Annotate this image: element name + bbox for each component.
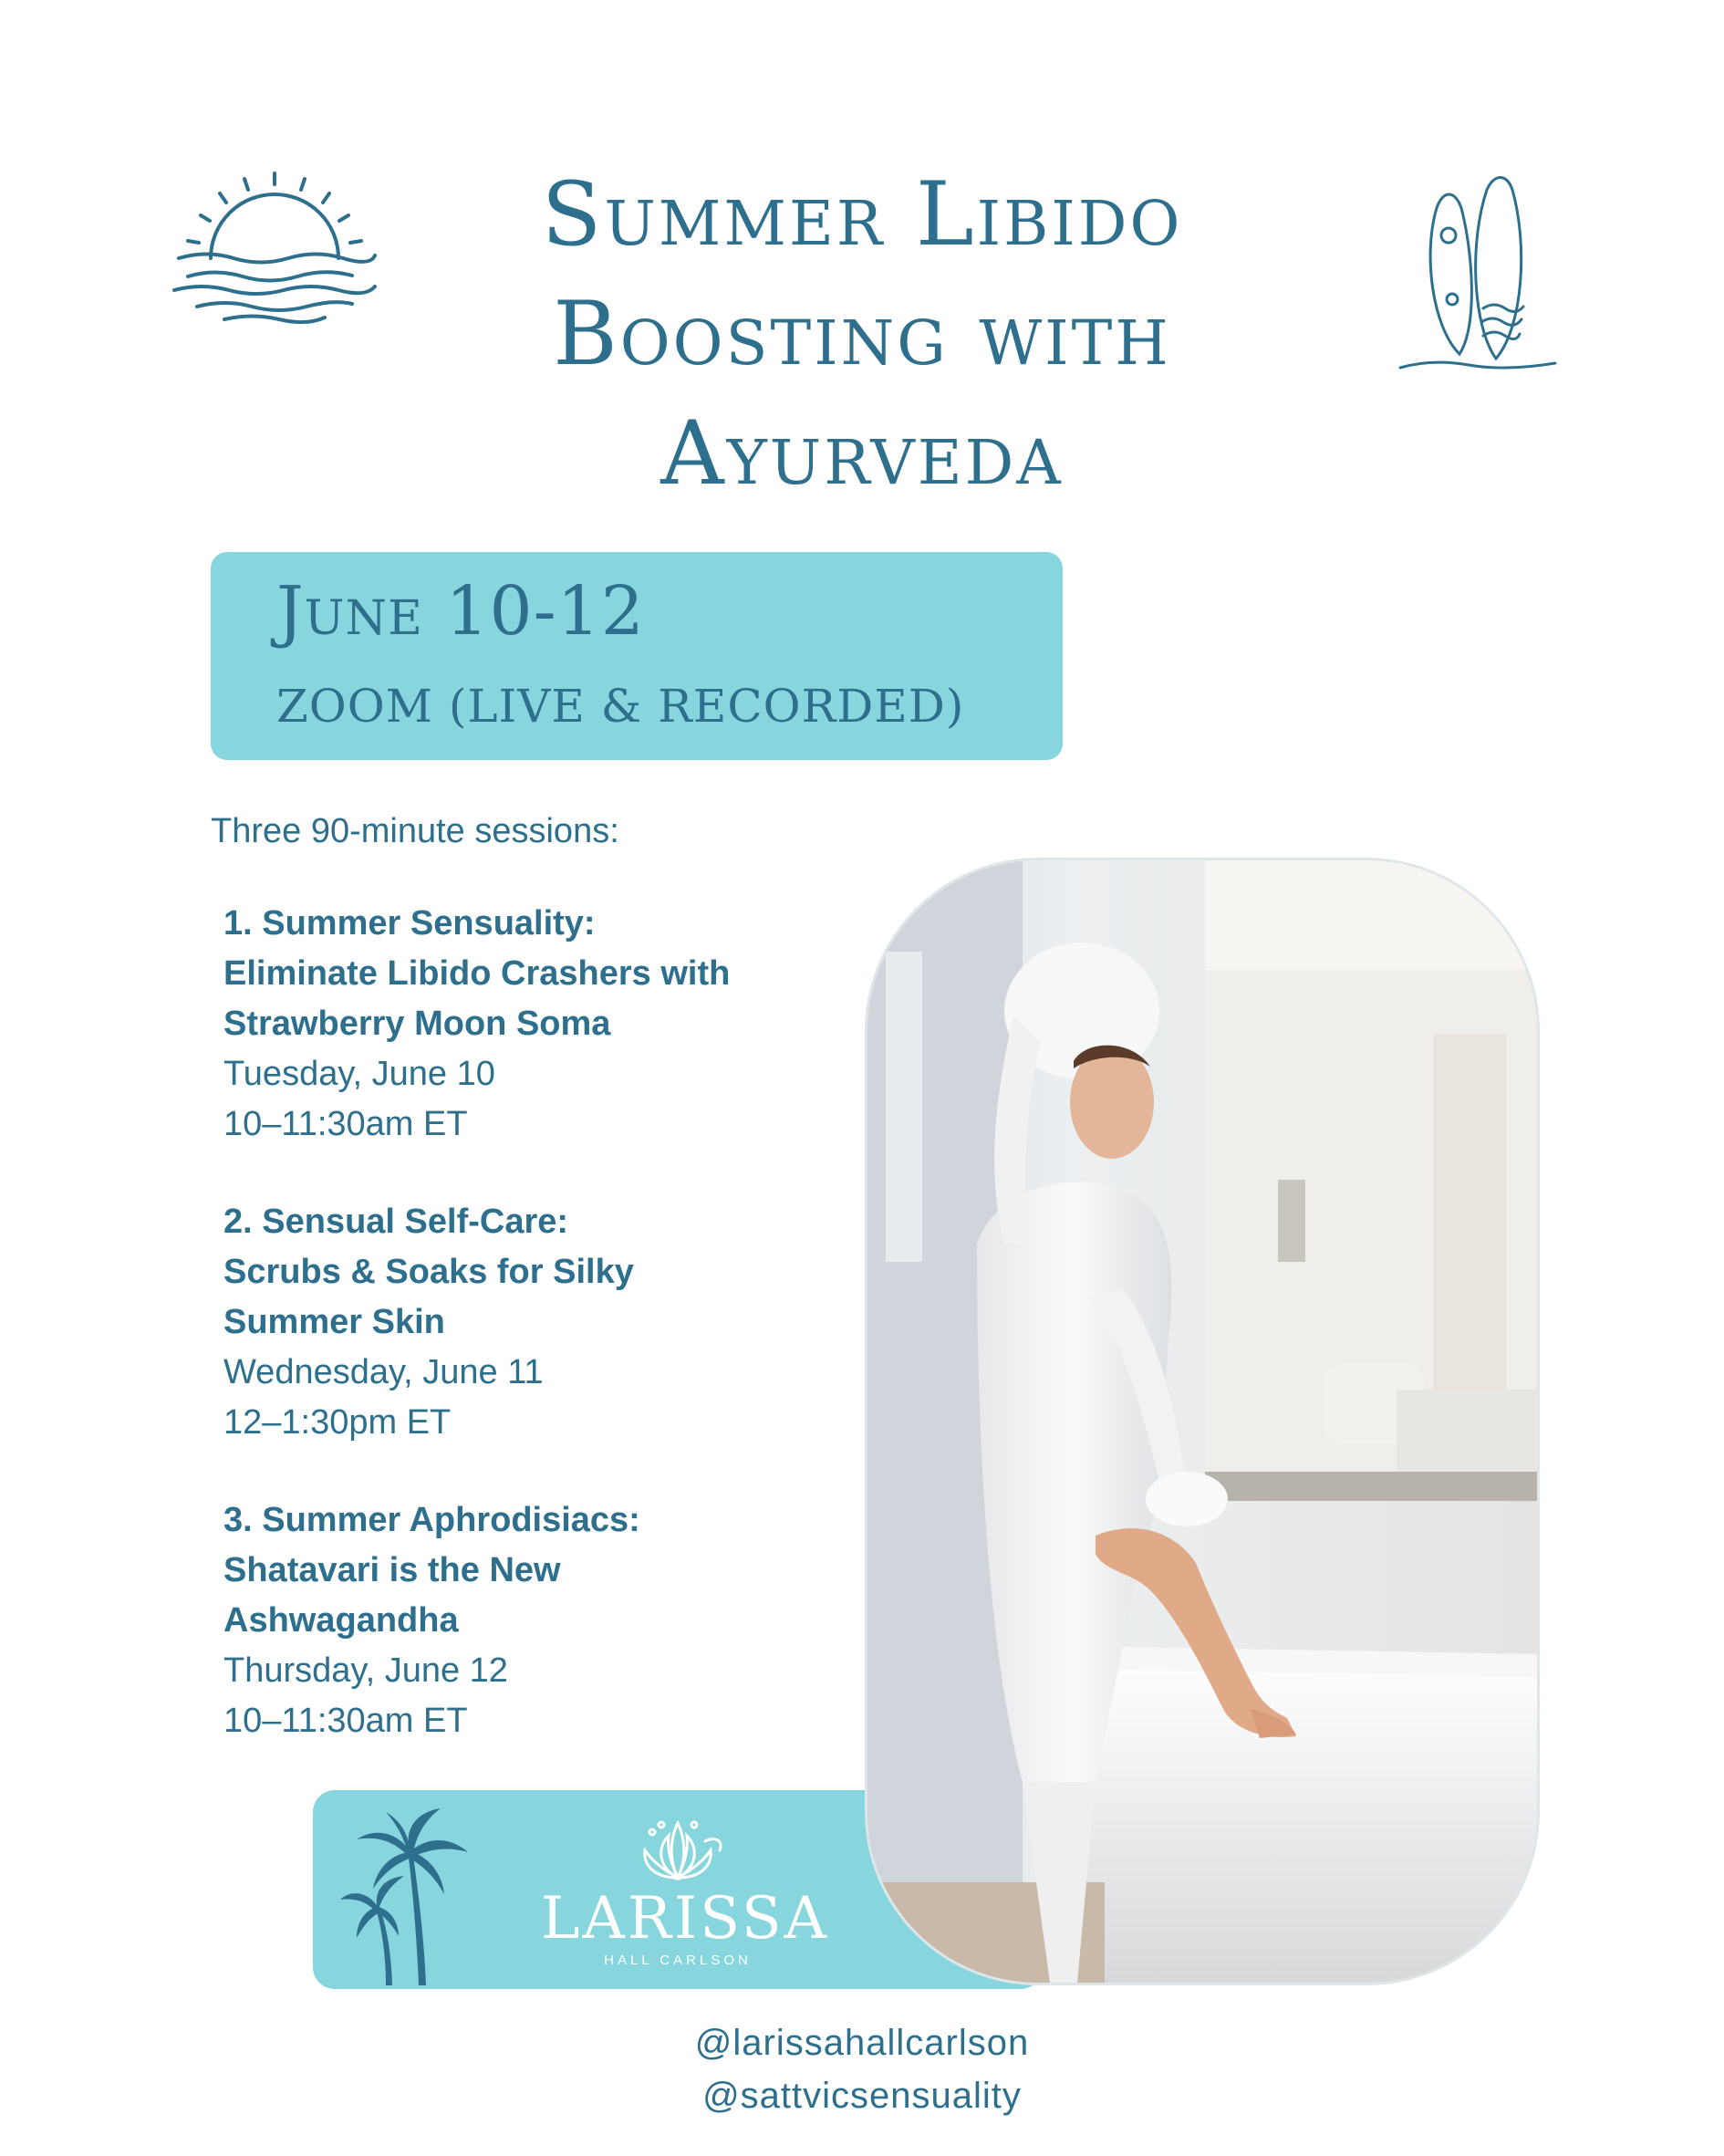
page-title [456, 155, 1268, 514]
session-item [223, 1495, 880, 1746]
session-time: 12–1:30pm ET [223, 1403, 452, 1442]
event-location: ZOOM (LIVE & RECORDED) [276, 680, 965, 733]
brand-logo [541, 1814, 829, 1978]
bathroom-scene-illustration [867, 860, 1540, 1985]
title-line: Summer Libido [541, 163, 1183, 266]
session-title-line: Shatavari is the New [223, 1551, 561, 1589]
sessions-list [223, 899, 880, 1794]
social-handle[interactable]: @sattvicsensuality [702, 2076, 1022, 2116]
session-date: Thursday, June 12 [223, 1651, 508, 1690]
session-title [223, 899, 880, 1049]
session-title-line: 2. Sensual Self-Care: [223, 1203, 569, 1241]
session-item [223, 1197, 880, 1448]
brand-subtitle: HALL CARLSON [604, 1953, 752, 1968]
session-title-line: Eliminate Libido Crashers with [223, 954, 731, 993]
session-title-line: Summer Skin [223, 1303, 445, 1341]
session-title-line: Scrubs & Soaks for Silky [223, 1253, 634, 1291]
social-handles [0, 2016, 1724, 2122]
social-handle[interactable]: @larissahallcarlson [694, 2023, 1030, 2063]
lotus-peacock-icon [541, 1814, 815, 1887]
session-title-line: 1. Summer Sensuality: [223, 904, 596, 943]
session-title-line: 3. Summer Aphrodisiacs: [223, 1501, 640, 1539]
session-title-line: Ashwagandha [223, 1601, 459, 1640]
session-title [223, 1197, 880, 1348]
hero-photo [865, 858, 1540, 1985]
title-line: Ayurveda [660, 402, 1064, 505]
event-dates: June 10-12 [276, 572, 645, 651]
session-date: Wednesday, June 11 [223, 1353, 544, 1391]
palm-trees-icon [340, 1803, 477, 1985]
sessions-intro: Three 90-minute sessions: [211, 812, 619, 850]
session-title-line: Strawberry Moon Soma [223, 1005, 611, 1043]
session-date: Tuesday, June 10 [223, 1055, 495, 1093]
session-time: 10–11:30am ET [223, 1702, 468, 1740]
surfboards-icon [1396, 172, 1560, 381]
session-title [223, 1495, 880, 1646]
sun-over-waves-icon [170, 162, 379, 327]
session-time: 10–11:30am ET [223, 1105, 468, 1143]
title-line: Boosting with [553, 283, 1171, 385]
session-item [223, 899, 880, 1150]
event-info-box [211, 552, 1063, 760]
brand-name: LARISSA [541, 1885, 829, 1953]
